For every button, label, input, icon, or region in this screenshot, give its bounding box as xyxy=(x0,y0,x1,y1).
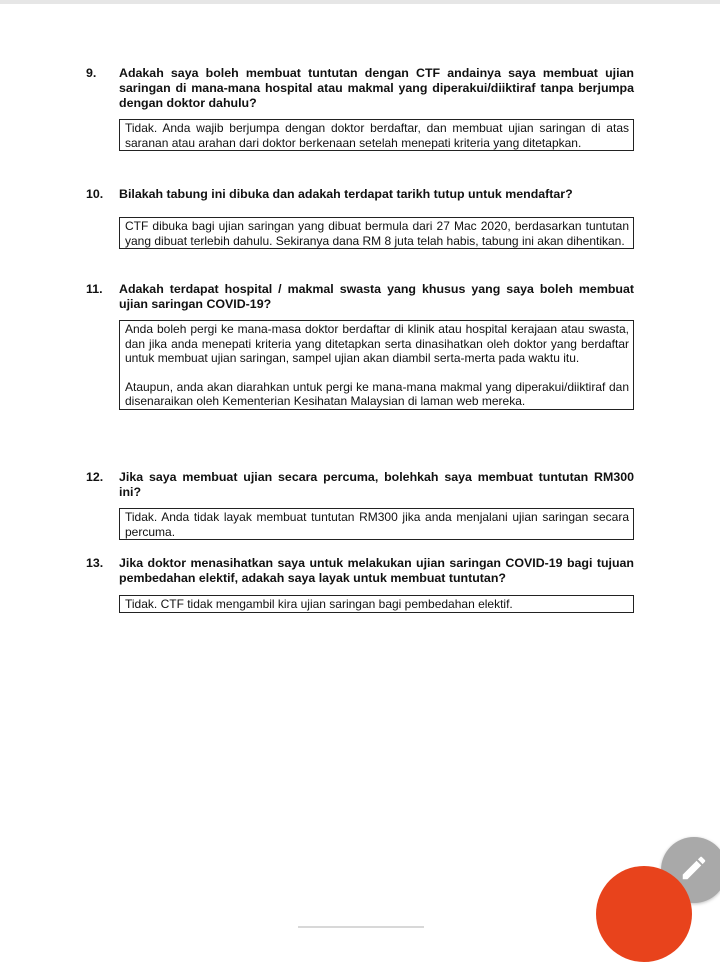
faq-question xyxy=(86,470,634,500)
question-number: 9. xyxy=(86,66,97,80)
faq-question xyxy=(86,282,634,312)
scroll-indicator xyxy=(298,926,424,928)
question-text: Adakah saya boleh membuat tuntutan dengan CTF andainya saya membuat ujian saringan di mana-mana hospital atau makmal yang diperakui/diiktiraf tanpa berjumpa dengan doktor dahulu? xyxy=(119,66,634,110)
faq-item-13 xyxy=(86,556,634,613)
question-text: Jika doktor menasihatkan saya untuk melakukan ujian saringan COVID-19 bagi tujuan pembedahan elektif, adakah saya layak untuk membuat tuntutan? xyxy=(119,556,634,585)
faq-question xyxy=(86,66,634,111)
question-text: Adakah terdapat hospital / makmal swasta yang khusus yang saya boleh membuat ujian saringan COVID-19? xyxy=(119,282,634,311)
faq-question xyxy=(86,556,634,586)
faq-item-12 xyxy=(86,470,634,540)
answer-box xyxy=(119,508,634,540)
faq-item-11 xyxy=(86,282,634,410)
question-number: 12. xyxy=(86,470,104,484)
answer-box xyxy=(119,595,634,613)
question-number: 10. xyxy=(86,187,104,201)
action-button[interactable] xyxy=(596,866,692,962)
faq-item-9 xyxy=(86,66,634,151)
faq-question xyxy=(86,187,634,202)
answer-text: Tidak. Anda tidak layak membuat tuntutan RM300 jika anda menjalani ujian saringan secara percuma. xyxy=(125,510,629,539)
question-number: 13. xyxy=(86,556,104,570)
question-text: Bilakah tabung ini dibuka dan adakah terdapat tarikh tutup untuk mendaftar? xyxy=(119,187,573,201)
answer-text: CTF dibuka bagi ujian saringan yang dibuat bermula dari 27 Mac 2020, berdasarkan tuntutan yang dibuat terlebih dahulu. Sekiranya dana RM 8 juta telah habis, tabung ini akan dihentikan. xyxy=(125,219,629,248)
answer-text: Anda boleh pergi ke mana-masa doktor berdaftar di klinik atau hospital kerajaan atau swasta, dan jika anda menepati kriteria yang ditetapkan serta dinasihatkan oleh doktor yang berdaftar untuk membuat ujian saringan, sampel ujian akan diambil serta-merta pada waktu itu. xyxy=(125,322,629,365)
question-text: Jika saya membuat ujian secara percuma, bolehkah saya membuat tuntutan RM300 ini? xyxy=(119,470,634,499)
answer-box xyxy=(119,320,634,410)
answer-box xyxy=(119,119,634,151)
faq-item-10 xyxy=(86,187,634,249)
answer-text: Ataupun, anda akan diarahkan untuk pergi ke mana-mana makmal yang diperakui/diiktiraf dan disenaraikan oleh Kementerian Kesihatan Malaysian di laman web mereka. xyxy=(125,379,629,408)
answer-text: Tidak. Anda wajib berjumpa dengan doktor berdaftar, dan membuat ujian saringan di atas saranan atau arahan dari doktor berkenaan setelah menepati kriteria yang ditetapkan. xyxy=(125,121,629,150)
answer-box xyxy=(119,217,634,249)
answer-text: Tidak. CTF tidak mengambil kira ujian saringan bagi pembedahan elektif. xyxy=(125,597,513,611)
pencil-icon xyxy=(679,853,709,888)
question-number: 11. xyxy=(86,282,103,296)
